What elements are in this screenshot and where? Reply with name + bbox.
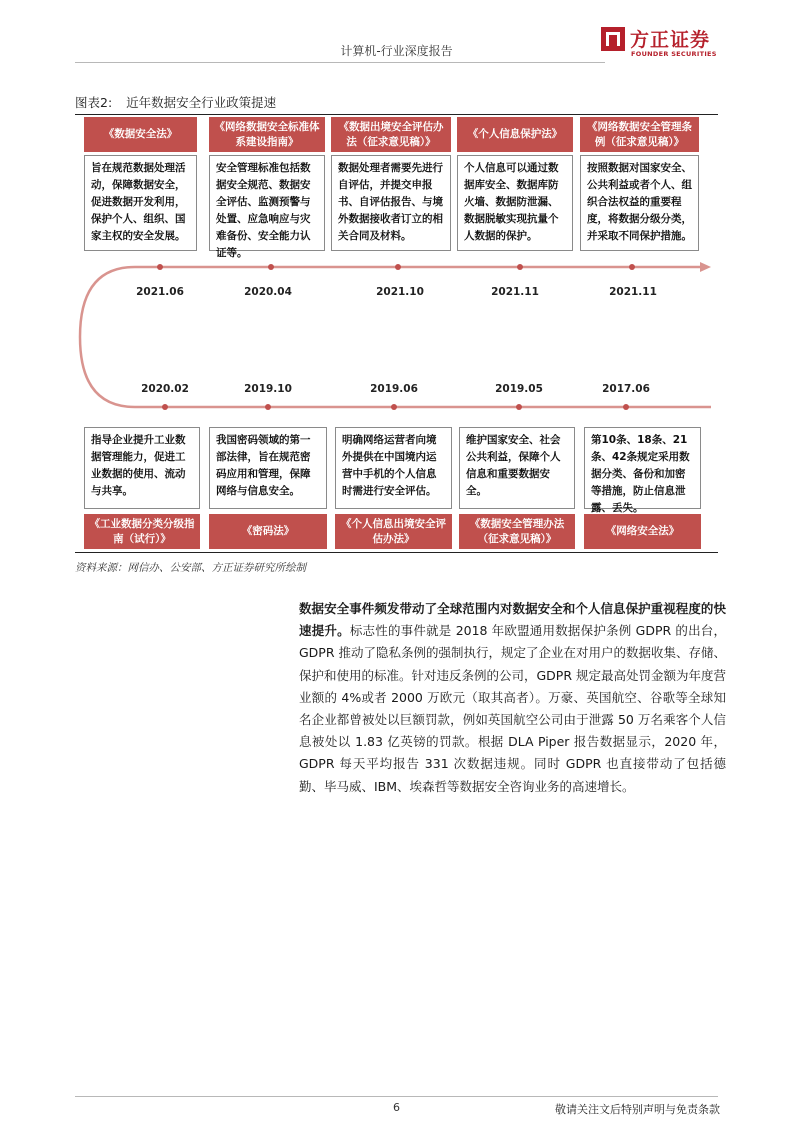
logo-mark-icon — [600, 26, 626, 52]
page-number: 6 — [393, 1101, 400, 1114]
logo-name-en: FOUNDER SECURITIES — [631, 50, 717, 58]
date-top-3: 2021.10 — [376, 286, 424, 298]
timeline-dot-top-4 — [517, 264, 523, 270]
desc-box-top-4: 个人信息可以通过数据库安全、数据库防火墙、数据防泄漏、数据脱敏实现抗量个人数据的保护。 — [457, 155, 573, 251]
timeline-dot-top-3 — [395, 264, 401, 270]
figure-top-rule — [75, 114, 718, 115]
desc-box-top-1: 旨在规范数据处理活动，保障数据安全，促进数据开发利用，保护个人、组织、国家主权的安全发展。 — [84, 155, 197, 251]
desc-box-bottom-5: 第10条、18条、21条、42条规定采用数据分类、备份和加密等措施，防止信息泄露、丢失。 — [584, 427, 701, 509]
date-bottom-5: 2017.06 — [602, 383, 650, 395]
desc-box-bottom-3: 明确网络运营者向境外提供在中国境内运营中手机的个人信息时需进行安全评估。 — [335, 427, 452, 509]
date-bottom-1: 2020.02 — [141, 383, 189, 395]
date-bottom-4: 2019.05 — [495, 383, 543, 395]
date-bottom-3: 2019.06 — [370, 383, 418, 395]
law-box-top-5: 《网络数据安全管理条例（征求意见稿）》 — [580, 117, 699, 152]
founder-securities-logo — [600, 24, 728, 62]
law-box-top-2: 《网络数据安全标准体系建设指南》 — [209, 117, 325, 152]
law-box-bottom-2: 《密码法》 — [209, 514, 327, 549]
timeline-dot-bottom-5 — [623, 404, 629, 410]
header-title: 计算机-行业深度报告 — [340, 44, 453, 58]
law-box-bottom-1: 《工业数据分类分级指南（试行）》 — [84, 514, 200, 549]
date-top-2: 2020.04 — [244, 286, 292, 298]
body-text: 标志性的事件就是 2018 年欧盟通用数据保护条例 GDPR 的出台，GDPR 推动了隐私条例的强制执行，规定了企业在对用户的数据收集、存储、保护和使用的标准。针对违反条例的公司，GDPR 规定最高处罚金额为年度营业额的 4%或者 2000 万欧元（取其高者）。万豪、英国航空、谷歌等全球知名企业都曾被处以巨额罚款，例如英国航空公司由于泄露 50 万名乘客个人信息被处以 1.83 亿英镑的罚款。根据 DLA Piper 报告数据显示，2020 年，GDPR 每天平均报告 331 次数据违规。同时 GDPR 也直接带动了包括德勤、毕马威、IBM、埃森哲等数据安全咨询业务的高速增长。 — [299, 623, 727, 794]
figure-caption — [75, 93, 276, 111]
date-top-1: 2021.06 — [136, 286, 184, 298]
timeline-dot-bottom-3 — [391, 404, 397, 410]
desc-box-bottom-2: 我国密码领域的第一部法律，旨在规范密码应用和管理，保障网络与信息安全。 — [209, 427, 327, 509]
body-paragraph — [299, 598, 726, 798]
figure-source: 资料来源：网信办、公安部、方正证券研究所绘制 — [75, 562, 306, 574]
figure-title: 近年数据安全行业政策提速 — [126, 95, 277, 110]
logo-name-cn: 方正证券 — [630, 29, 711, 51]
timeline-dot-top-5 — [629, 264, 635, 270]
desc-box-top-5: 按照数据对国家安全、公共利益或者个人、组织合法权益的重要程度，将数据分级分类，并采取不同保护措施。 — [580, 155, 699, 251]
header-divider — [75, 62, 605, 63]
desc-box-bottom-4: 维护国家安全、社会公共利益，保障个人信息和重要数据安全。 — [459, 427, 575, 509]
date-top-5: 2021.11 — [609, 286, 657, 298]
timeline-dot-top-2 — [268, 264, 274, 270]
timeline-dot-top-1 — [157, 264, 163, 270]
figure-label: 图表2: — [75, 95, 113, 110]
desc-box-top-3: 数据处理者需要先进行自评估，并提交申报书、自评估报告、与境外数据接收者订立的相关合同及材料。 — [331, 155, 451, 251]
date-bottom-2: 2019.10 — [244, 383, 292, 395]
disclaimer-note: 敬请关注文后特别声明与免责条款 — [555, 1103, 720, 1116]
timeline-dot-bottom-4 — [516, 404, 522, 410]
law-box-top-4: 《个人信息保护法》 — [457, 117, 573, 152]
timeline-arrow-icon — [700, 262, 711, 272]
desc-box-top-2: 安全管理标准包括数据安全规范、数据安全评估、监测预警与处置、应急响应与灾难备份、安全能力认证等。 — [209, 155, 325, 251]
timeline-dot-bottom-1 — [162, 404, 168, 410]
desc-box-bottom-1: 指导企业提升工业数据管理能力，促进工业数据的使用、流动与共享。 — [84, 427, 200, 509]
timeline-dot-bottom-2 — [265, 404, 271, 410]
footer-divider — [75, 1096, 718, 1097]
date-top-4: 2021.11 — [491, 286, 539, 298]
figure-bottom-rule — [75, 552, 718, 553]
law-box-bottom-5: 《网络安全法》 — [584, 514, 701, 549]
body-lead: 数据安全事件频发带动了全球范围内对数据安全和个人信息保护重视程度的快速提升。 — [299, 601, 726, 639]
law-box-top-1: 《数据安全法》 — [84, 117, 197, 152]
law-box-bottom-3: 《个人信息出境安全评估办法》 — [335, 514, 452, 549]
law-box-bottom-4: 《数据安全管理办法（征求意见稿）》 — [459, 514, 575, 549]
law-box-top-3: 《数据出境安全评估办法（征求意见稿）》 — [331, 117, 451, 152]
